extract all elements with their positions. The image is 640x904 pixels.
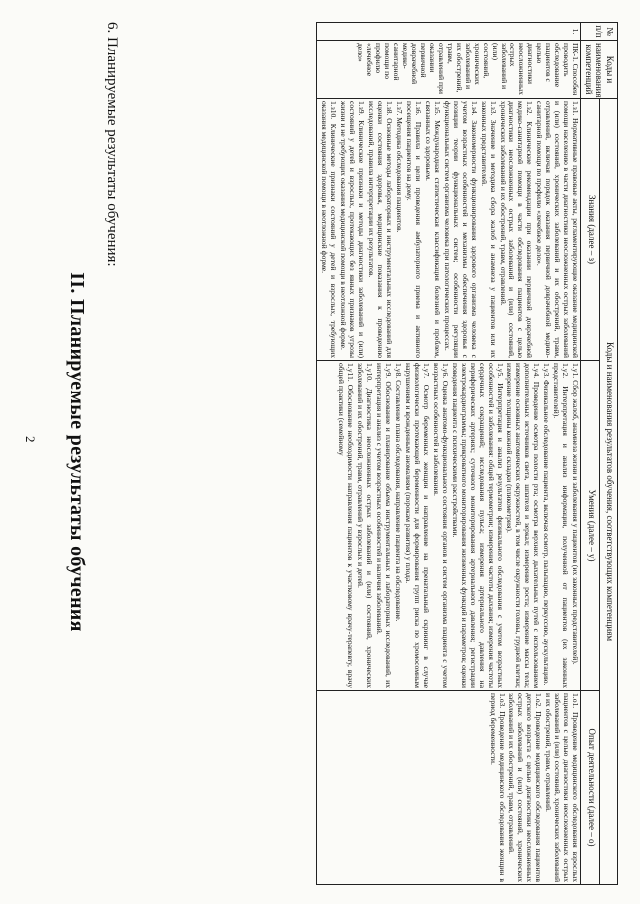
list-item: 1.з1. Нормативные правовые акты, регламентирующие оказание медицинской помощи населению в части диагностики неосложненных острых заболеваний и (или) состояний, хронических заболеваний и их обострений, травм, отравлений, включая порядок оказания первичной доврачебной медико-санитарной помощи по профилю «лечебное дело». [535,101,581,358]
skills-cell [317,361,581,691]
header-codes: Коды и наименования компетенций [581,41,618,99]
section-heading: 6. Планируемые результаты обучения: [104,22,120,267]
list-item: 1.з2. Клинические рекомендации при оказании первичной доврачебной медико-санитарной помощи в части обследования пациентов с целью диагностики неосложненных острых заболеваний и (или) состояний, хронических заболеваний и их обострений, травм, отравлений. [498,101,535,358]
list-item: 1.з7. Методика обследования пациентов. [395,101,405,233]
header-row [599,23,617,885]
header-group: Коды и наименования результатов обучения, соответствующих компетенциям [599,99,617,885]
row-number: 1. [317,23,581,41]
list-item: 1.у4. Проведение осмотра полости рта; осмотра верхних дыхательных путей с использованием дополнительных источников света, шпателя и зеркал; измерение роста; измерение массы тела; измерение основных анатомических окружностей, в том числе окружности головы, грудной клетки; измерение толщины кожной складки (пликометрия). [505,363,542,688]
results-table [316,22,618,885]
list-item: 1.з9. Клинические признаки и методы диагностики заболеваний и (или) состояний у детей и взрослых, протекающих без явных признаков угрозы жизни и не требующих оказания медицинской помощи в неотложной форме. [339,101,367,358]
list-item: 1.у6. Оценка анатомо-функционального состояния органов и систем организма пациента с учетом возрастных особенностей и заболевания. [431,363,450,688]
list-item: 1.о3. Проведение медицинского обследования женщин в период беременности. [488,693,507,883]
list-item: 1.у11. Обоснование необходимости направления пациентов к участковому врачу-терапевту, врачу общей практики (семейному [337,363,356,688]
list-item: 1.у9. Обоснование и планирование объема инструментальных и лабораторных исследований, их интерпретация и анализ с учетом возрастных особенностей и наличия заболеваний. [375,363,394,688]
list-item: 1.о1. Проведение медицинского обследования взрослых пациентов с целью диагностики неосложненных острых заболеваний и (или) состояний, хронических заболеваний и их обострений, травм, отравлений. [544,693,581,883]
list-item: 1.у1. Сбор жалоб, анамнеза жизни и заболевания у пациентов (их законных представителей). [571,363,581,665]
list-item: 1.з3. Значение и методика сбора жалоб и анамнеза у пациентов или их законных представителей. [479,101,498,358]
list-item: 1.у5. Интерпретация и анализ результатов физикального обследования с учетом возрастных особенностей и заболевания: общей термометрии; измерения частоты дыхания; измерения частоты сердечных сокращений; исследования пульса; измерения артериального давления на периферических артериях; суточного мониторирования артериального давления; регистрации электрокардиограммы; прикроватного мониторирования жизненных функций и параметров; оценки поведения пациента с психическими расстройствами. [450,363,505,688]
list-item: 1.з8. Основные методы лабораторных и инструментальных исследований для оценки состояния здоровья, медицинские показания к проведению исследований, правила интерпретации их результатов. [367,101,395,358]
header-knowledge: Знания (далее – з) [581,99,599,361]
subheader-row [581,23,599,885]
list-item: 1.у7. Осмотр беременных женщин и направление на пренатальный скрининг в случае физиологически протекающей беременности для формирования групп риска по хромосомным нарушениям и врожденным аномалиям (порокам развития) у плода. [404,363,431,688]
table-row [317,23,581,885]
header-num: № п/п [581,23,618,41]
list-item: 1.у10. Диагностика неосложненных острых заболеваний и (или) состояний, хронических заболеваний и их обострений, травм, отравлений у взрослых и детей. [356,363,375,688]
competence-cell: ПК-1. Способен проводить обследование пациентов с целью диагностики неосложненных острых заболеваний и (или) состояний, хронических заболеваний и их обострений, травм, отравлений при оказании первичной доврачебной медико-санитарной помощи по профилю «лечебное дело» [317,41,581,99]
list-item: 1.з10. Клинические признаки состояний у детей и взрослых, требующих оказания медицинской помощи в неотложной форме. [320,101,339,358]
list-item: 1.у3. Физикальное обследование пациента, включая осмотр, пальпацию, перкуссию, аускультацию. [542,363,552,686]
list-item: 1.з6. Правила и цели проведения амбулаторного приема и активного посещения пациентов на дому. [405,101,423,358]
list-item: 1.о2. Проведение медицинского обследования пациентов детского возраста с целью диагностики неосложненных острых заболеваний и (или) состояний, хронических заболеваний и их обострений, травм, отравлений. [507,693,544,883]
page-title: II. Планируемые результаты обучения [66,272,88,632]
header-skills: Умения (далее – у) [581,361,599,691]
list-item: 1.у2. Интерпретация и анализ информации, полученной от пациентов (их законных представителей). [552,363,571,688]
header-experience: Опыт деятельности (далее – о) [581,691,599,885]
list-item: 1.у8. Составление плана обследования, направление пациента на обследование. [394,363,404,622]
page-number: 2 [23,436,38,443]
knowledge-cell [317,99,581,361]
experience-cell [317,691,581,885]
list-item: 1.з5. Международная статистическая классификация болезней и проблем, связанных со здоровьем. [423,101,442,358]
list-item: 1.з4. Закономерности функционирования здорового организма человека с учетом возрастных особенностей и механизмы обеспечения здоровья с позиции теории функциональных систем; особенности регуляции функциональных систем организма человека при патологических процессах. [442,101,479,358]
